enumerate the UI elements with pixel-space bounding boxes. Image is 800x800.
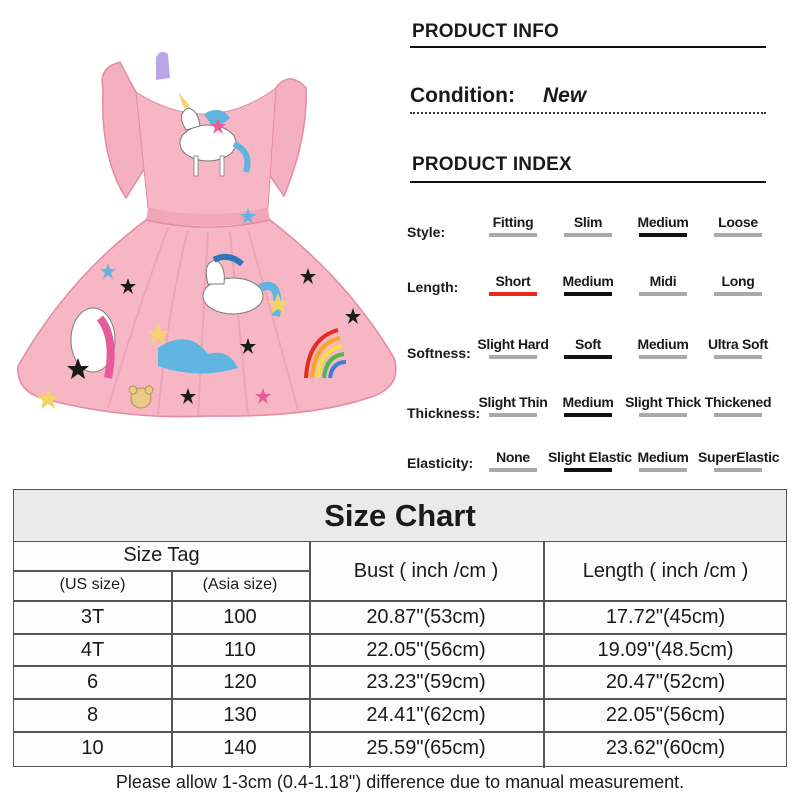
bust-header: Bust ( inch /cm ) [353,560,499,582]
size-chart-table [13,489,787,767]
index-option-selected: Medium [548,273,628,296]
index-label: Thickness: [407,405,481,421]
length-cell: 22.05"(56cm) [605,704,726,726]
asia-size-cell: 120 [223,671,257,693]
us-size-cell: 4T [80,639,105,661]
asia-size-cell: 140 [223,737,257,759]
bust-cell: 25.59"(65cm) [366,737,486,759]
dress-product-image [8,48,400,438]
asia-size-header: (Asia size) [202,576,278,593]
bust-cell: 23.23"(59cm) [366,671,486,693]
us-size-cell: 10 [81,737,104,759]
product-info-divider [410,46,766,48]
index-option: Midi [623,273,703,296]
grid-line [14,633,786,635]
us-size-cell: 3T [80,606,105,628]
bust-cell: 20.87"(53cm) [366,606,486,628]
length-cell: 19.09"(48.5cm) [597,639,734,661]
index-option-selected: Slight Elastic [548,449,628,472]
index-option: Slight Hard [473,336,553,359]
size-chart-title: Size Chart [14,490,786,542]
index-label: Elasticity: [407,455,474,471]
size-tag-header: Size Tag [123,544,200,566]
condition-divider [410,112,766,114]
product-info-title: PRODUCT INFO [412,21,560,42]
product-index-divider [410,181,766,183]
measurement-note: Please allow 1-3cm (0.4-1.18") difference due to manual measurement. [115,772,685,792]
grid-line [14,570,309,572]
index-label: Length: [407,279,459,295]
index-label: Softness: [407,345,471,361]
index-option: Ultra Soft [698,336,778,359]
index-option: Short [473,273,553,296]
index-option: Fitting [473,214,553,237]
product-index-title: PRODUCT INDEX [412,154,572,175]
grid-line [14,731,786,733]
grid-line [14,698,786,700]
grid-line [14,600,786,602]
index-option: Slight Thick [623,394,703,417]
us-size-header: (US size) [59,576,126,593]
index-option: Medium [623,336,703,359]
length-cell: 17.72"(45cm) [605,606,726,628]
index-option: None [473,449,553,472]
index-option: Thickened [698,394,778,417]
asia-size-cell: 130 [223,704,257,726]
us-size-cell: 6 [86,671,99,693]
condition-value: New [543,84,587,107]
index-option-selected: Soft [548,336,628,359]
bust-cell: 22.05"(56cm) [366,639,486,661]
index-option: Loose [698,214,778,237]
grid-line [14,665,786,667]
asia-size-cell: 110 [224,639,256,661]
index-label: Style: [407,224,446,240]
condition-label: Condition: [410,84,515,107]
length-cell: 23.62"(60cm) [605,737,726,759]
length-header: Length ( inch /cm ) [582,560,749,582]
index-option: Long [698,273,778,296]
index-option: SuperElastic [698,449,778,472]
index-option-selected: Medium [623,214,703,237]
length-cell: 20.47"(52cm) [605,671,726,693]
asia-size-cell: 100 [223,606,257,628]
index-option: Slight Thin [473,394,553,417]
index-option: Medium [623,449,703,472]
index-option: Slim [548,214,628,237]
index-option-selected: Medium [548,394,628,417]
bust-cell: 24.41"(62cm) [366,704,486,726]
us-size-cell: 8 [86,704,99,726]
